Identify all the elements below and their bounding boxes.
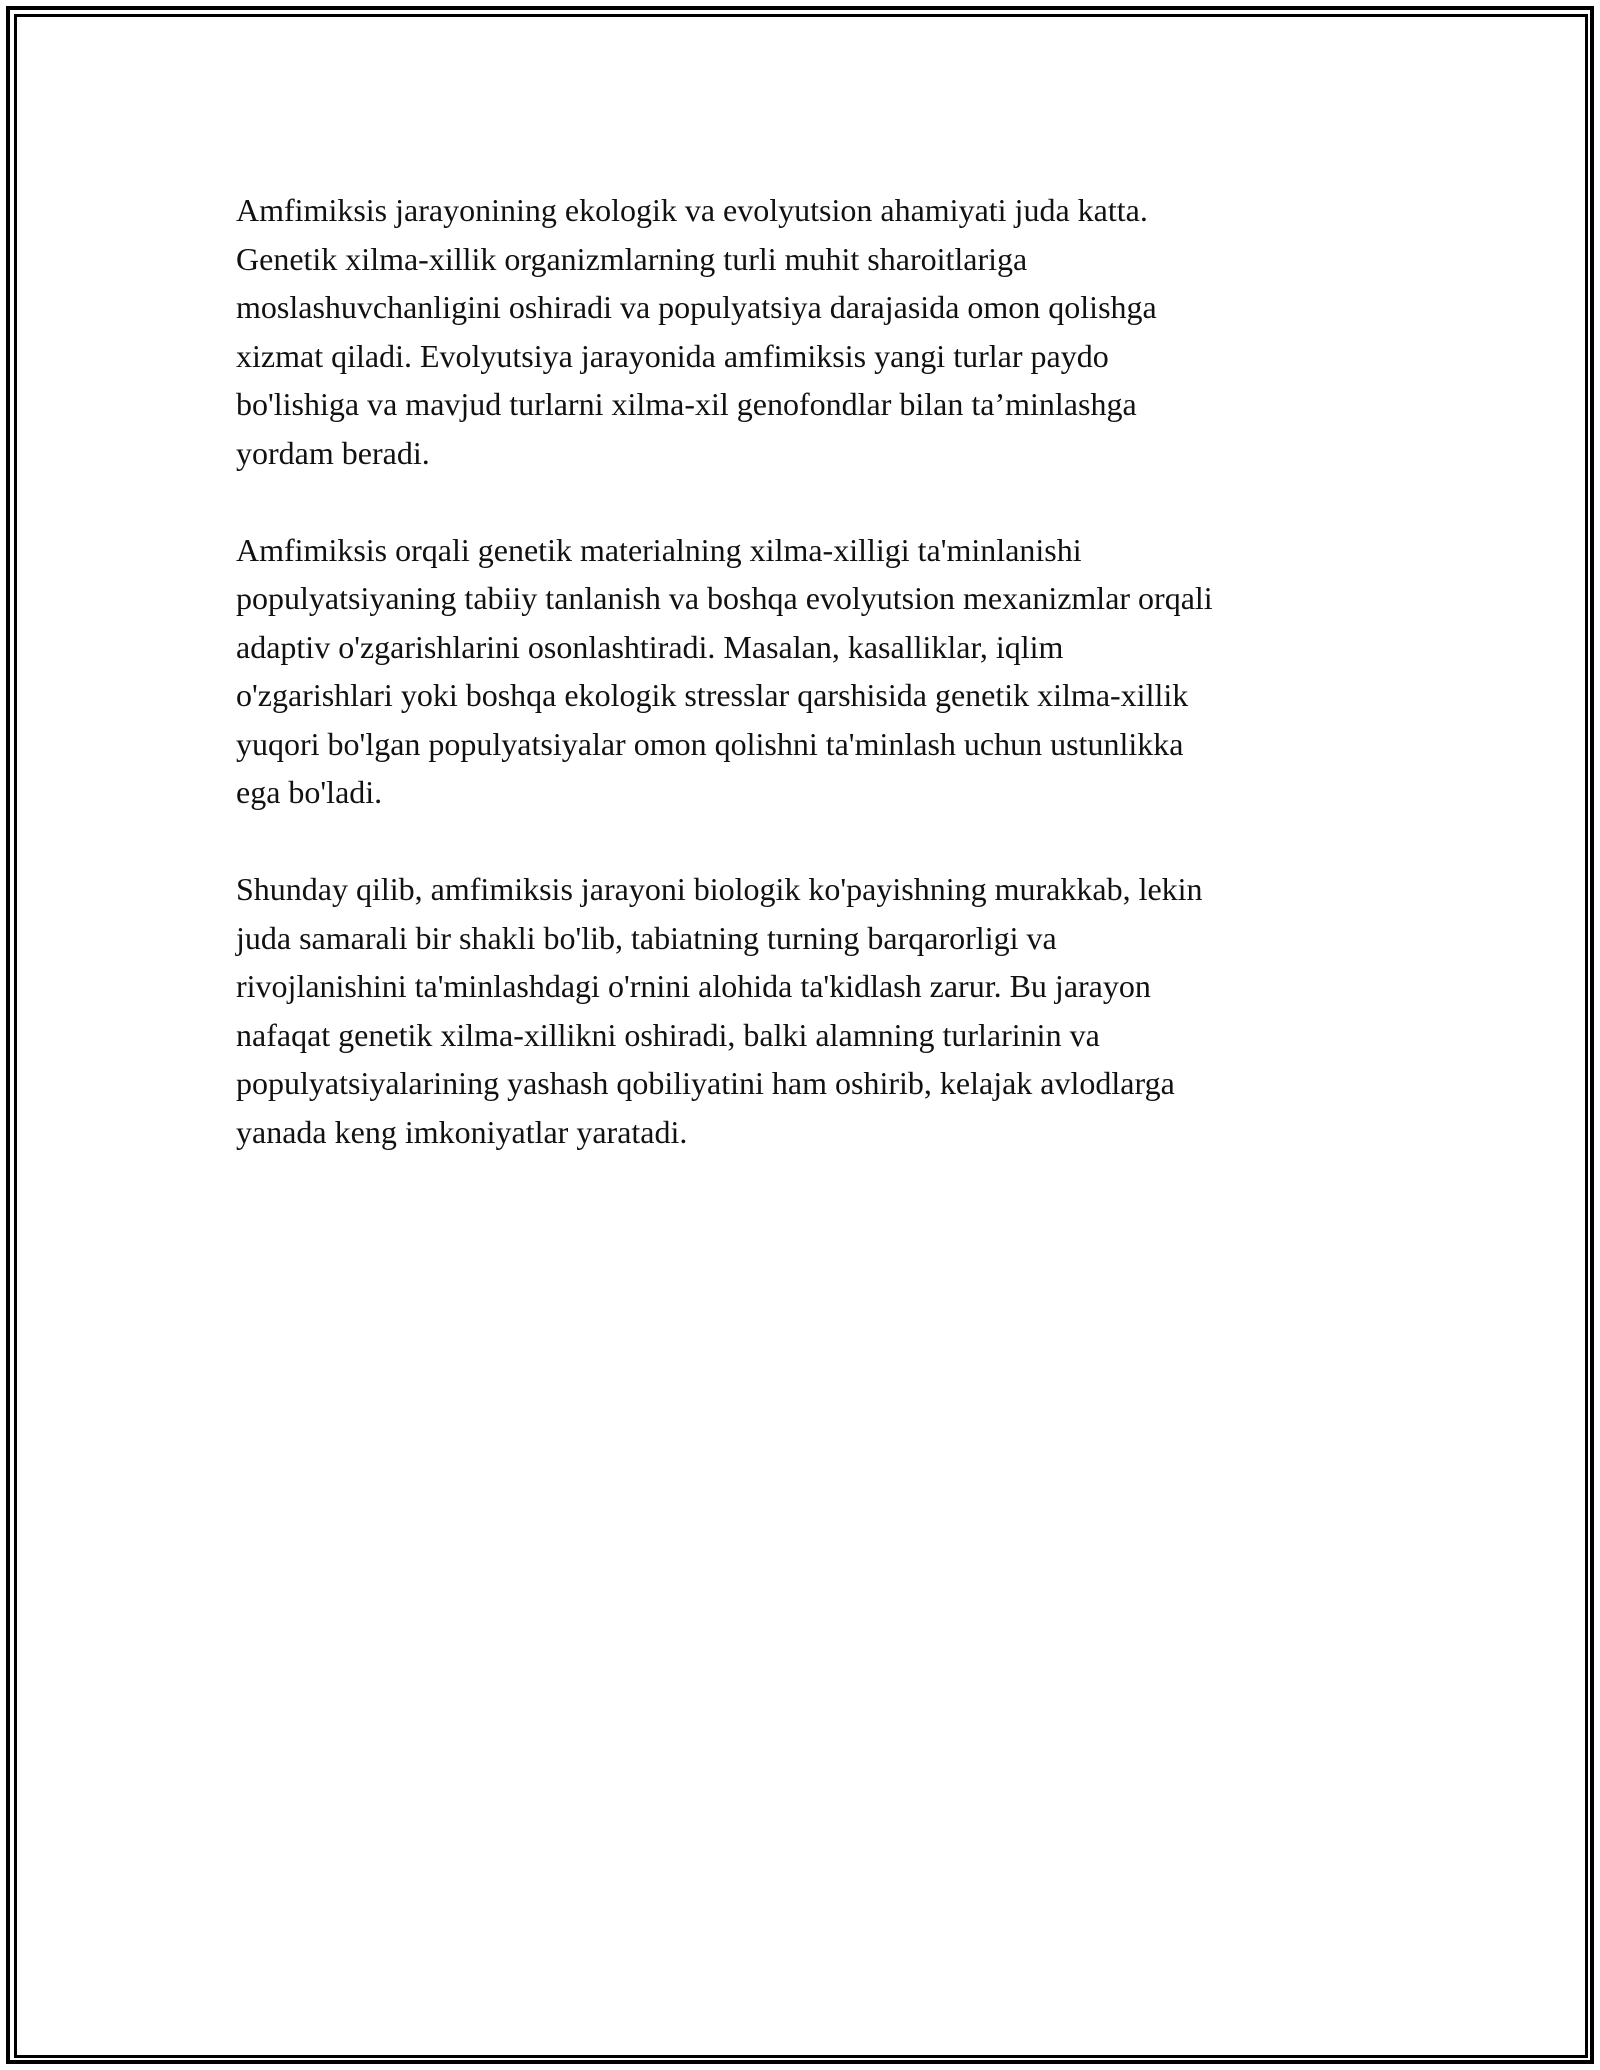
paragraph-1: Amfimiksis jarayonining ekologik va evolyutsion ahamiyati juda katta. Genetik xilma-xillik organizmlarning turli muhit sharoitlariga moslashuvchanligini oshiradi va populyatsiya darajasida omon qolishga xizmat qiladi. Evolyutsiya jarayonida amfimiksis yangi turlar paydo bo'lishiga va mavjud turlarni xilma-xil genofondlar bilan ta’minlashga yordam beradi. (236, 192, 1157, 471)
document-body (236, 186, 1366, 1205)
paragraph-3: Shunday qilib, amfimiksis jarayoni biologik ko'payishning murakkab, lekin juda samarali bir shakli bo'lib, tabiatning turning barqarorligi va rivojlanishini ta'minlashdagi o'rnini alohida ta'kidlash zarur. Bu jarayon nafaqat genetik xilma-xillikni oshiradi, balki alamning turlarinin va populyatsiyalarining yashash qobiliyatini ham oshirib, kelajak avlodlarga yanada keng imkoniyatlar yaratadi. (236, 871, 1203, 1150)
paragraph-2: Amfimiksis orqali genetik materialning xilma-xilligi ta'minlanishi populyatsiyaning tabiiy tanlanish va boshqa evolyutsion mexanizmlar orqali adaptiv o'zgarishlarini osonlashtiradi. Masalan, kasalliklar, iqlim o'zgarishlari yoki boshqa ekologik stresslar qarshisida genetik xilma-xillik yuqori bo'lgan populyatsiyalar omon qolishni ta'minlash uchun ustunlikka ega bo'ladi. (236, 531, 1213, 810)
